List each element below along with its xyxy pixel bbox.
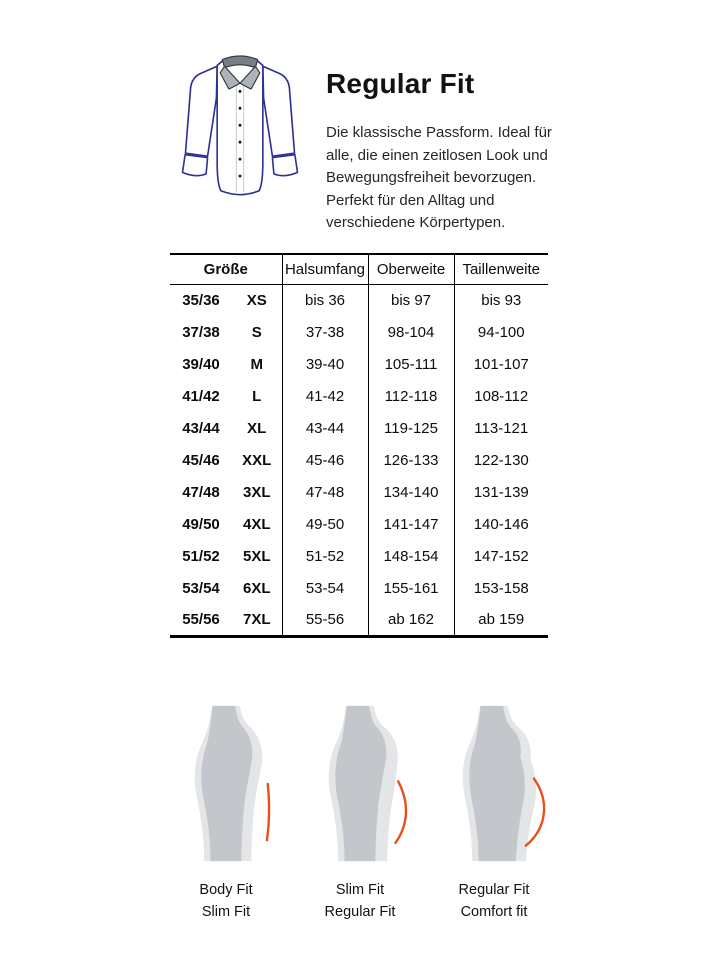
fit-curve-line-icon	[267, 784, 269, 840]
cell-groesse: 37/38	[182, 324, 220, 341]
hero-section	[0, 0, 720, 235]
cell-letter: 6XL	[242, 580, 271, 597]
fit-guide-section	[0, 704, 720, 924]
size-table-wrapper	[170, 253, 548, 639]
cell-taillenweite: 140-146	[454, 509, 548, 541]
table-row	[170, 605, 548, 637]
col-header-taillenweite: Taillenweite	[454, 254, 548, 285]
cell-oberweite: 112-118	[368, 381, 454, 413]
fit-label	[433, 879, 555, 924]
table-row	[170, 445, 548, 477]
cell-letter: M	[250, 356, 263, 373]
cell-letter: XS	[246, 292, 267, 310]
cell-groesse: 47/48	[182, 484, 220, 501]
fit-curve-line-icon	[395, 781, 406, 843]
cell-oberweite: 155-161	[368, 573, 454, 605]
cell-halsumfang: 55-56	[282, 605, 368, 637]
cell-taillenweite: ab 159	[454, 605, 548, 637]
cell-halsumfang: 53-54	[282, 573, 368, 605]
regular-fit-silhouette-icon	[435, 704, 553, 863]
cell-groesse: 49/50	[182, 516, 220, 533]
cell-oberweite: 148-154	[368, 541, 454, 573]
col-header-groesse: Größe	[170, 254, 282, 285]
cell-groesse: 43/44	[182, 420, 220, 437]
cell-oberweite: ab 162	[368, 605, 454, 637]
cell-halsumfang: 39-40	[282, 349, 368, 381]
fit-item-regular-fit	[433, 704, 555, 924]
cell-oberweite: 141-147	[368, 509, 454, 541]
cell-halsumfang: 45-46	[282, 445, 368, 477]
cell-taillenweite: 131-139	[454, 477, 548, 509]
cell-halsumfang: 43-44	[282, 413, 368, 445]
cell-taillenweite: 94-100	[454, 317, 548, 349]
shirt-illustration-icon	[170, 44, 310, 202]
page-title: Regular Fit	[326, 68, 475, 99]
cell-letter: XXL	[242, 452, 272, 469]
table-row	[170, 381, 548, 413]
cell-taillenweite: 122-130	[454, 445, 548, 477]
cell-groesse: 55/56	[182, 611, 220, 629]
cell-letter: 4XL	[242, 516, 271, 533]
col-header-oberweite: Oberweite	[368, 254, 454, 285]
size-table-body	[170, 285, 548, 637]
col-header-halsumfang: Halsumfang	[282, 254, 368, 285]
cell-oberweite: 98-104	[368, 317, 454, 349]
cell-letter: XL	[247, 420, 267, 437]
cell-groesse: 35/36	[182, 292, 220, 310]
cell-taillenweite: 153-158	[454, 573, 548, 605]
fit-label-line2: Slim Fit	[201, 904, 251, 921]
body-fit-silhouette-icon	[167, 704, 285, 863]
cell-taillenweite: 108-112	[454, 381, 548, 413]
cell-groesse: 53/54	[182, 580, 220, 597]
cell-letter: 7XL	[242, 611, 271, 629]
cell-halsumfang: 49-50	[282, 509, 368, 541]
cell-oberweite: 119-125	[368, 413, 454, 445]
cell-halsumfang: 51-52	[282, 541, 368, 573]
fit-item-slim-fit	[299, 704, 421, 924]
table-row	[170, 541, 548, 573]
table-row	[170, 317, 548, 349]
table-row	[170, 509, 548, 541]
fit-label-line1: Regular Fit	[458, 882, 530, 898]
cell-groesse: 51/52	[182, 548, 220, 565]
hero-text	[326, 44, 571, 235]
fit-label-line2: Comfort fit	[460, 904, 528, 921]
cell-letter: L	[252, 388, 262, 405]
fit-label-line1: Body Fit	[199, 882, 253, 898]
cell-groesse: 39/40	[182, 356, 220, 373]
cell-taillenweite: 113-121	[454, 413, 548, 445]
fit-description: Die klassische Passform. Ideal für alle, die einen zeitlosen Look und Bewegungsfreiheit bevorzugen. Perfekt für den Alltag und verschiedene Körpertypen.	[326, 124, 552, 231]
table-row	[170, 573, 548, 605]
table-row	[170, 285, 548, 317]
size-table-header	[170, 254, 548, 285]
cell-letter: 3XL	[242, 484, 271, 501]
cell-halsumfang: 37-38	[282, 317, 368, 349]
cell-taillenweite: 101-107	[454, 349, 548, 381]
cell-oberweite: 126-133	[368, 445, 454, 477]
fit-label-line1: Slim Fit	[335, 882, 385, 898]
fit-item-body-fit	[165, 704, 287, 924]
fit-label-line2: Regular Fit	[324, 904, 396, 921]
fit-label	[299, 879, 421, 924]
cell-groesse: 45/46	[182, 452, 220, 469]
table-row	[170, 477, 548, 509]
cell-letter: S	[251, 324, 262, 341]
cell-oberweite: 105-111	[368, 349, 454, 381]
size-table	[170, 253, 548, 639]
cell-groesse: 41/42	[182, 388, 220, 405]
table-row	[170, 413, 548, 445]
cell-halsumfang: bis 36	[282, 285, 368, 317]
table-row	[170, 349, 548, 381]
cell-oberweite: 134-140	[368, 477, 454, 509]
cell-oberweite: bis 97	[368, 285, 454, 317]
cell-halsumfang: 41-42	[282, 381, 368, 413]
cell-letter: 5XL	[242, 548, 271, 565]
cell-taillenweite: bis 93	[454, 285, 548, 317]
fit-label	[165, 879, 287, 924]
cell-halsumfang: 47-48	[282, 477, 368, 509]
slim-fit-silhouette-icon	[301, 704, 419, 863]
cell-taillenweite: 147-152	[454, 541, 548, 573]
shirt-illustration	[170, 44, 310, 202]
